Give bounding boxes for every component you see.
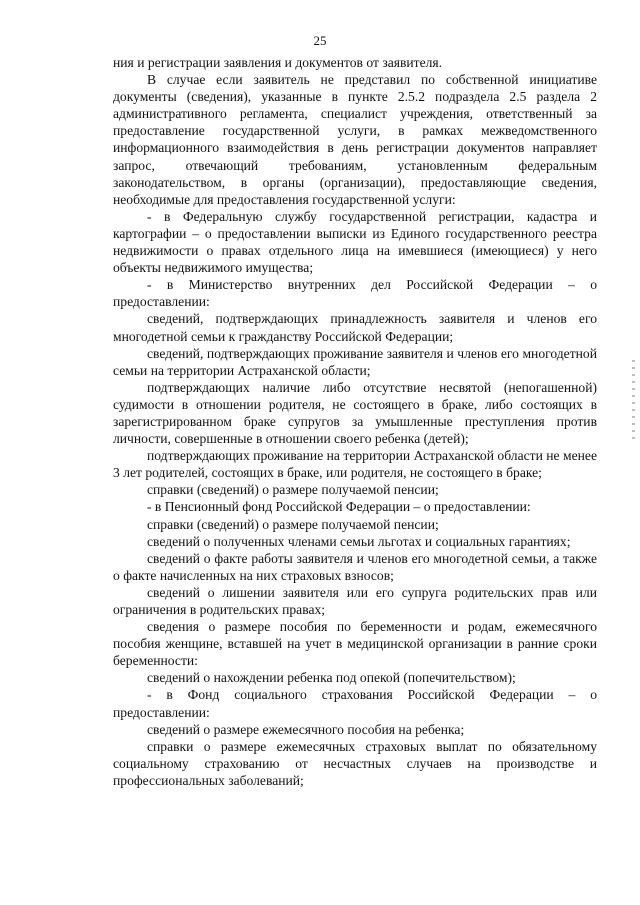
document-body	[113, 54, 597, 789]
paragraph: сведений о лишении заявителя или его супруга родительских прав или ограничения в родительских правах;	[113, 584, 597, 617]
paragraph: В случае если заявитель не представил по собственной инициативе документы (сведения), указанные в пункте 2.5.2 подраздела 2.5 раздела 2 административного регламента, специалист учреждения, ответственный за предоставление государственной услуги, в рамках межведомственного информационного взаимодействия в день регистрации документов направляет запрос, отвечающий требованиям, установленным федеральным законодательством, в органы (организации), предоставляющие сведения, необходимые для предоставления государственной услуги:	[113, 72, 597, 207]
paragraph: ния и регистрации заявления и документов от заявителя.	[113, 55, 443, 70]
paragraph: сведений, подтверждающих проживание заявителя и членов его многодетной семьи на территории Астраханской области;	[113, 345, 597, 378]
paragraph: справки (сведений) о размере получаемой пенсии;	[147, 482, 439, 498]
paragraph: - в Министерство внутренних дел Российской Федерации – о предоставлении:	[113, 277, 597, 310]
paragraph: - в Федеральную службу государственной регистрации, кадастра и картографии – о предоставлении выписки из Единого государственного реестра недвижимости о правах отдельного лица на имевшиеся (имеющиеся) у него объекты недвижимого имущества;	[113, 208, 597, 276]
paragraph: справки (сведений) о размере получаемой пенсии;	[147, 516, 439, 532]
paragraph: сведения о размере пособия по беременности и родам, ежемесячного пособия женщине, вставшей на учет в медицинской организации в ранние сроки беременности:	[113, 619, 597, 669]
page-number: 25	[313, 33, 327, 48]
paragraph: справки о размере ежемесячных страховых выплат по обязательному социальному страхованию от несчастных случаев на производстве и профессиональных заболеваний;	[113, 738, 597, 788]
paragraph: сведений о нахождении ребенка под опекой (попечительством);	[147, 670, 516, 686]
paragraph: сведений о факте работы заявителя и членов его многодетной семьи, а также о факте начисленных на них страховых взносов;	[113, 550, 597, 583]
paragraph: сведений, подтверждающих принадлежность заявителя и членов его многодетной семьи к гражданству Российской Федерации;	[113, 311, 597, 344]
paragraph: - в Фонд социального страхования Российской Федерации – о предоставлении:	[113, 687, 597, 720]
paragraph: сведений о размере ежемесячного пособия на ребенка;	[147, 721, 465, 737]
paragraph: подтверждающих проживание на территории Астраханской области не менее 3 лет родителей, состоящих в браке, или родителя, не состоящего в браке;	[113, 448, 597, 481]
paragraph: подтверждающих наличие либо отсутствие несвятой (непогашенной) судимости в отношении родителя, не состоящего в браке, либо состоящих в зарегистрированном браке супругов за умышленные преступления против личности, совершенные в отношении своего ребенка (детей);	[113, 379, 597, 447]
scan-artifact	[632, 360, 635, 440]
paragraph: - в Пенсионный фонд Российской Федерации – о предоставлении:	[147, 499, 531, 515]
paragraph: сведений о полученных членами семьи льготах и социальных гарантиях;	[147, 533, 571, 549]
